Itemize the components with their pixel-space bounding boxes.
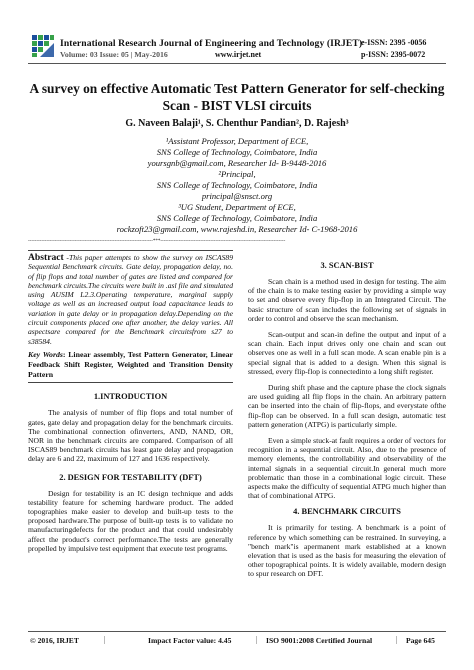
- affiliation-line: ³UG Student, Department of ECE,: [178, 202, 296, 212]
- keywords: [28, 350, 233, 379]
- footer-iso: ISO 9001:2008 Certified Journal: [266, 636, 373, 645]
- e-issn: e-ISSN: 2395 -0056: [361, 38, 427, 47]
- header-rule: [28, 63, 446, 64]
- affiliation-line: rockzoft23@gmail.com, www.rajeshd.in, Researcher Id- C-1968-2016: [116, 224, 358, 234]
- abstract-label: Abstract: [28, 252, 64, 263]
- paragraph: Even a simple stuck-at fault requires a order of vectors for recognition in a sequential circuit. Also, due to the presence of memory elements, the controllability and observability of the internal signals in a sequential circuit.In general much more problematic than those in a combinational logic circuit. These aspects make the difficulty of sequential ATPG much higher than that of combinational ATPG.: [248, 436, 446, 501]
- paragraph: Scan-output and scan-in define the output and input of a scan chain. Each input drives only one chain and scan out observes one as well in a full scan mode. A scan enable pin is a special signal that is added to a design. When this signal is stressed, every flip-flop is connectedinto a long shift register.: [248, 330, 446, 376]
- affiliation-line: principal@snsct.org: [201, 191, 273, 201]
- paper-title: A survey on effective Automatic Test Pattern Generator for self-checking Scan - BIST VLSI circuits: [29, 81, 445, 113]
- paragraph: The analysis of number of flip flops and total number of gates, gate delay and propagation delay for the benchmark circuits. The combinational connection ofinverters, AND, NAND, OR, NOR in the benchmark circuits are compared. Comparison of all ISCAS89 benchmark circuits has least gate delay and propagation delay are 6 and 22, maximum of 127 and 1636 respectively.: [28, 408, 233, 464]
- journal-website[interactable]: www.irjet.net: [215, 50, 262, 59]
- p-issn: p-ISSN: 2395-0072: [361, 50, 426, 59]
- section-heading-dft: 2. DESIGN FOR TESTABILITY (DFT): [59, 472, 202, 482]
- abstract-text: -This paper attempts to show the survey on ISCAS89 Sequential Benchmark circuits. Gate delay, propagation delay, no. of flip flops and total number of gates are listed and compared for benchmark circuits.The circuits were built in .asl file and simulated using AUSIM L2.3.Operating temperature, marginal supply voltage as well as an increased output load capacitance leads to variation in gate delay or in propagation delay.Depending on the circuit components placed one after another, the delay varies. All aspectsare compared for the Benchmark circuitsfrom s27 to s38584.: [28, 253, 233, 346]
- footer-impact-factor: Impact Factor value: 4.45: [148, 636, 232, 645]
- section-heading-benchmark: 4. BENCHMARK CIRCUITS: [293, 507, 401, 517]
- section-heading-introduction: 1.INTRODUCTION: [93, 392, 168, 402]
- affiliation-line: SNS College of Technology, Coimbatore, India: [156, 147, 318, 157]
- volume-issue: Volume: 03 Issue: 05 | May-2016: [60, 50, 168, 59]
- section-heading-scan-bist: 3. SCAN-BIST: [320, 261, 374, 270]
- footer-separator: |: [396, 635, 398, 644]
- affiliation-line: SNS College of Technology, Coimbatore, India: [156, 180, 318, 190]
- affiliation-line: ¹Assistant Professor, Department of ECE,: [165, 136, 309, 146]
- affiliation-line: SNS College of Technology, Coimbatore, India: [156, 213, 318, 223]
- paragraph: It is primarily for testing. A benchmark is a point of reference by which something can be restrained. In surveying, a "bench mark"is apermanent mark established at a known elevation that is used as the basis for measuring the elevation of other topographical points. It is widely available, modern design to spur research on DFT.: [248, 523, 446, 579]
- abstract: [28, 253, 233, 346]
- affiliations: [20, 136, 454, 235]
- affiliation-line: ²Principal,: [218, 169, 256, 179]
- section-separator: ---------------------------------------------------------------------------***---------------------------------------------------------------------------: [28, 239, 286, 244]
- author-list: G. Naveen Balaji¹, S. Chenthur Pandian², D. Rajesh³: [125, 118, 349, 129]
- keywords-text: : Linear assembly, Test Pattern Generator, Linear Feedback Shift Register, Weighted and Transition Density Pattern: [28, 349, 233, 379]
- right-column: [248, 250, 446, 586]
- irjet-logo-icon: [30, 33, 56, 59]
- footer-separator: |: [256, 635, 258, 644]
- paragraph: During shift phase and the capture phase the clock signals are used guiding all flip flops in the chain. An arbitrary pattern can be inserted into the chain of flip-flops, and everystate ofthe flip-flop can be observed. In a full scan design, automatic test pattern generation (ATPG) is particularly simple.: [248, 383, 446, 429]
- page-number: Page 645: [406, 636, 435, 645]
- abstract-box: [28, 250, 233, 383]
- paragraph: Design for testability is an IC design technique and adds testability feature for scheming hardware product. The added topographies make easier to develop and built-up tests to the proposed hardware.The purpose of built-up tests is to validate no manufacturingdefects for the product and that could undesirably affect the product's correct performance.The tests are generally propelled by impulsive test equipment that execute test programs.: [28, 488, 233, 553]
- keywords-label: Key Words: [28, 349, 63, 359]
- footer-copyright: © 2016, IRJET: [30, 636, 79, 645]
- left-column: [28, 250, 233, 560]
- journal-title: International Research Journal of Engineering and Technology (IRJET): [60, 38, 363, 49]
- footer-rule: [28, 631, 446, 632]
- affiliation-line: yoursgnb@gmail.com, Researcher Id- B-9448-2016: [147, 158, 327, 168]
- footer-separator: |: [104, 635, 106, 644]
- journal-header: [0, 0, 474, 66]
- paragraph: Scan chain is a method used in design for testing. The aim of the chain is to make testing easier by providing a simple way to set and observe every flip-flop in an Integrated Circuit. The basic structure of scan includes the following set of signals in order to control and observe the scan mechanism.: [248, 277, 446, 323]
